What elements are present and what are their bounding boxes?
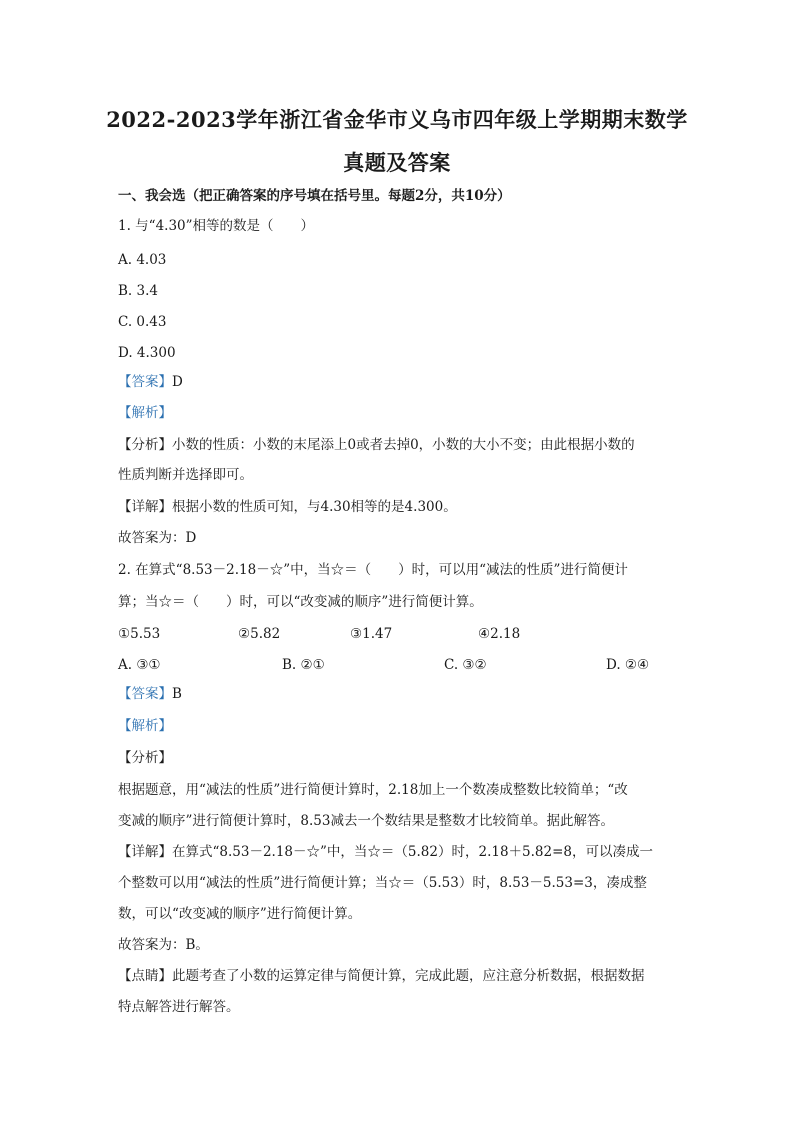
answer-tag: 【答案】 bbox=[118, 686, 172, 702]
q1-final-answer: 故答案为：D bbox=[118, 530, 197, 546]
doc-title-line2: 真题及答案 bbox=[343, 150, 451, 175]
q2-item-1: ①5.53 bbox=[118, 626, 161, 642]
q2-jiexi-tag: 【解析】 bbox=[118, 718, 172, 734]
fenxi-tag: 【分析】 bbox=[118, 437, 172, 453]
q2-xiangjie-line2: 个整数可以用“减法的性质”进行简便计算；当☆＝（5.53）时，8.53－5.53=3，凑成整 bbox=[118, 875, 647, 891]
section-heading: 一、我会选（把正确答案的序号填在括号里。每题2分，共10分） bbox=[118, 188, 511, 204]
q2-item-4: ④2.18 bbox=[478, 626, 521, 642]
q2-fenxi-tag: 【分析】 bbox=[118, 750, 172, 766]
dianjing-text: 此题考查了小数的运算定律与简便计算，完成此题，应注意分析数据，根据数据 bbox=[172, 968, 645, 984]
q2-item-3: ③1.47 bbox=[350, 626, 393, 642]
q1-jiexi-tag: 【解析】 bbox=[118, 405, 172, 421]
dianjing-tag: 【点睛】 bbox=[118, 968, 172, 984]
q2-xiangjie bbox=[118, 842, 653, 862]
q2-final-answer: 故答案为：B。 bbox=[118, 937, 209, 953]
xiangjie-text: 根据小数的性质可知，与4.30相等的是4.300。 bbox=[172, 499, 457, 515]
q1-option-d: D. 4.300 bbox=[118, 345, 176, 361]
q2-dianjing-line2: 特点解答进行解答。 bbox=[118, 999, 240, 1015]
q2-fenxi-line1: 根据题意，用“减法的性质”进行简便计算时，2.18加上一个数凑成整数比较简单；“改 bbox=[118, 782, 628, 798]
q2-option-a: A. ③① bbox=[118, 657, 161, 673]
q2-option-d: D. ②④ bbox=[606, 657, 650, 673]
xiangjie-tag: 【详解】 bbox=[118, 499, 172, 515]
q1-xiangjie bbox=[118, 497, 457, 517]
q2-dianjing bbox=[118, 966, 645, 986]
q2-stem-line2: 算；当☆＝（ ）时，可以“改变减的顺序”进行简便计算。 bbox=[118, 594, 483, 610]
q2-answer bbox=[118, 684, 182, 704]
answer-tag: 【答案】 bbox=[118, 374, 172, 390]
xiangjie-text: 在算式“8.53－2.18－☆”中，当☆＝（5.82）时，2.18＋5.82=8，可以凑成一 bbox=[172, 844, 653, 860]
q1-option-b: B. 3.4 bbox=[118, 283, 158, 299]
q1-stem: 1. 与“4.30”相等的数是（ ） bbox=[118, 218, 315, 234]
q2-option-c: C. ③② bbox=[444, 657, 487, 673]
answer-value: B bbox=[172, 686, 182, 702]
q2-item-2: ②5.82 bbox=[238, 626, 281, 642]
q1-option-c: C. 0.43 bbox=[118, 314, 167, 330]
q2-option-b: B. ②① bbox=[282, 657, 325, 673]
q2-stem-line1: 2. 在算式“8.53－2.18－☆”中，当☆＝（ ）时，可以用“减法的性质”进行简便计 bbox=[118, 562, 628, 578]
q2-fenxi-line2: 变减的顺序”进行简便计算时，8.53减去一个数结果是整数才比较简单。据此解答。 bbox=[118, 813, 614, 829]
q1-option-a: A. 4.03 bbox=[118, 252, 167, 268]
xiangjie-tag: 【详解】 bbox=[118, 844, 172, 860]
q1-fenxi bbox=[118, 435, 635, 455]
doc-title-line1: 2022-2023学年浙江省金华市义乌市四年级上学期期末数学 bbox=[106, 107, 688, 132]
q1-answer bbox=[118, 372, 183, 392]
q2-xiangjie-line3: 数，可以“改变减的顺序”进行简便计算。 bbox=[118, 906, 362, 922]
fenxi-text: 小数的性质：小数的末尾添上0或者去掉0，小数的大小不变；由此根据小数的 bbox=[172, 437, 635, 453]
q1-fenxi-line2: 性质判断并选择即可。 bbox=[118, 467, 253, 483]
answer-value: D bbox=[172, 374, 183, 390]
